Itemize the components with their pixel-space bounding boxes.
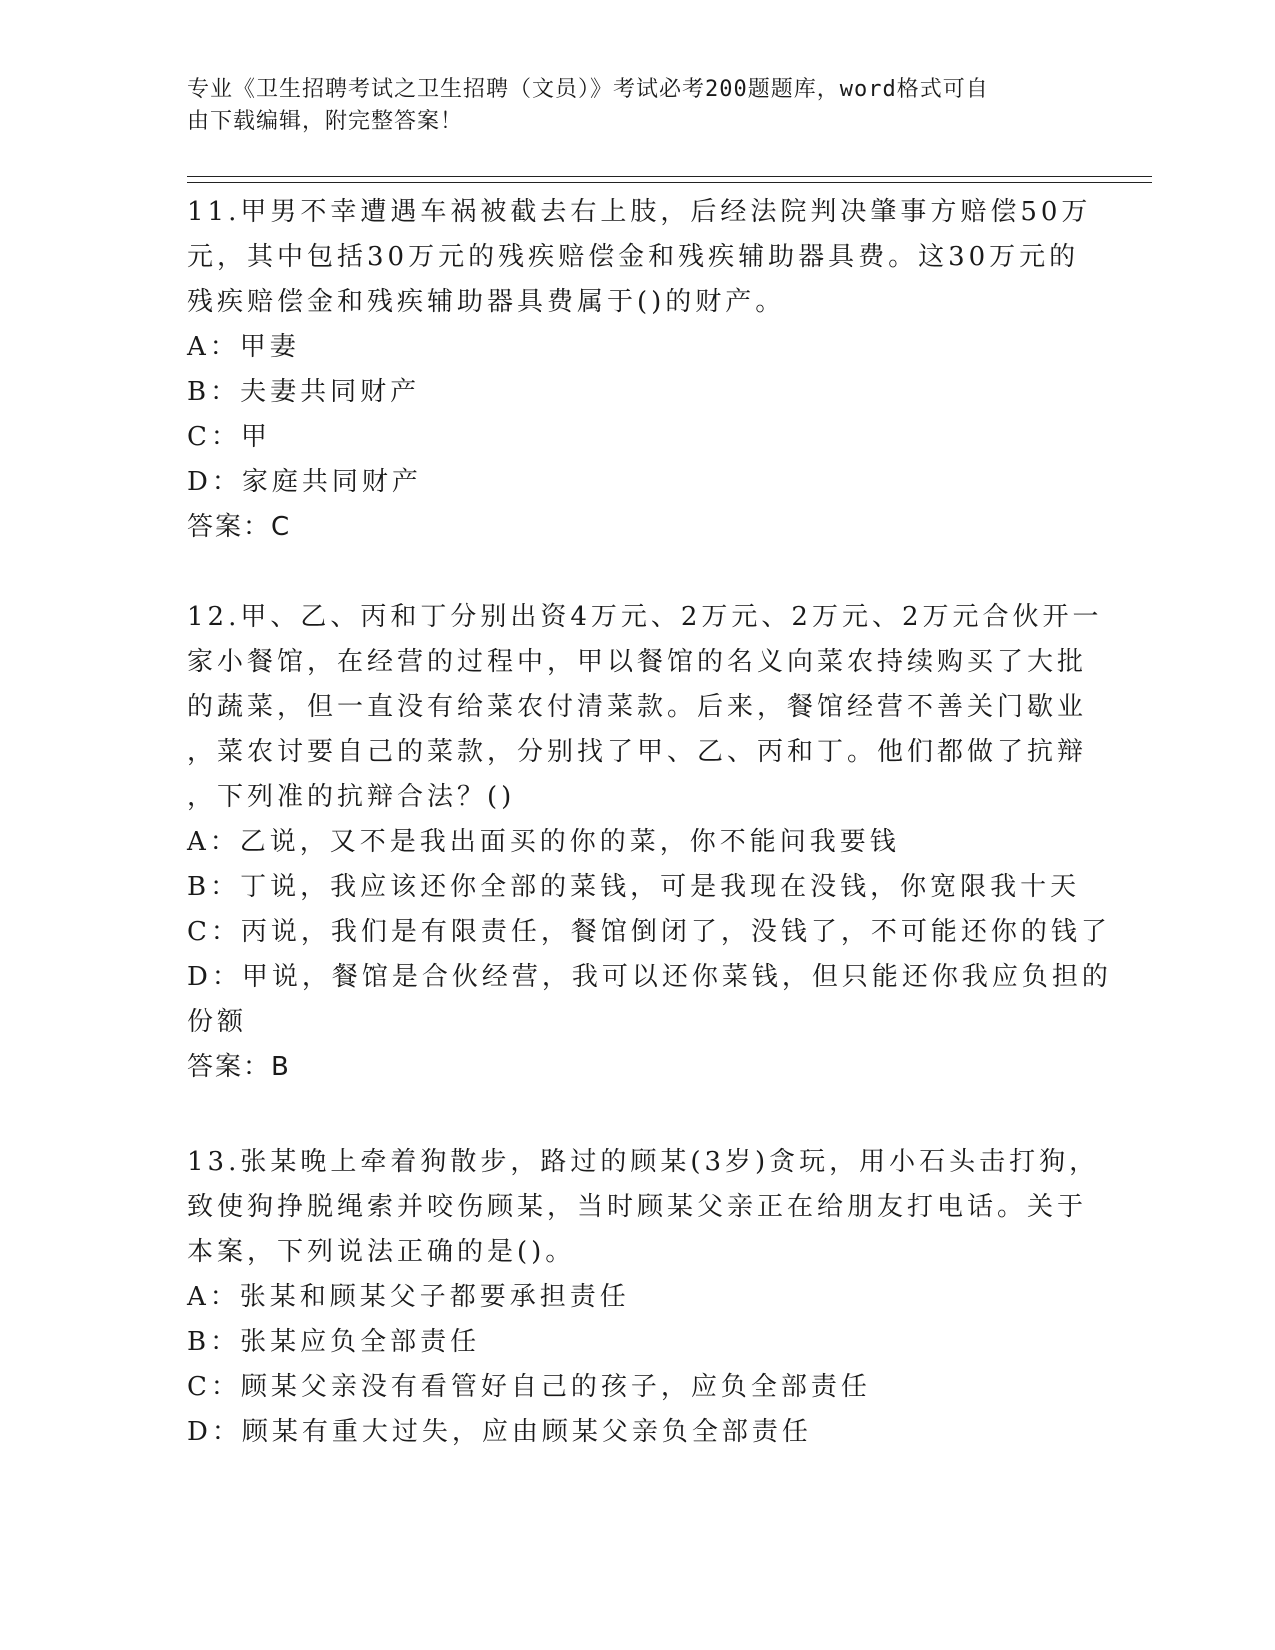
question-text: 残疾赔偿金和残疾辅助器具费属于()的财产。 xyxy=(187,287,786,317)
option-c: C：甲 xyxy=(187,422,271,452)
option-d-continued: 份额 xyxy=(187,1007,248,1037)
question-text: 的蔬菜，但一直没有给菜农付清菜款。后来，餐馆经营不善关门歇业 xyxy=(187,692,1088,722)
question-text: 家小餐馆，在经营的过程中，甲以餐馆的名义向菜农持续购买了大批 xyxy=(187,647,1088,677)
option-d: D：顾某有重大过失，应由顾某父亲负全部责任 xyxy=(187,1417,812,1447)
question-text: 13.张某晚上牵着狗散步，路过的顾某(3岁)贪玩，用小石头击打狗， xyxy=(187,1147,1100,1177)
question-text: 致使狗挣脱绳索并咬伤顾某，当时顾某父亲正在给朋友打电话。关于 xyxy=(187,1192,1088,1222)
document-header xyxy=(187,74,1087,138)
header-line: 由下载编辑，附完整答案！ xyxy=(187,109,464,134)
header-line: 专业《卫生招聘考试之卫生招聘（文员）》考试必考200题题库，word格式可自 xyxy=(187,77,989,102)
question-11 xyxy=(187,190,1092,550)
option-d: D：甲说，餐馆是合伙经营，我可以还你菜钱，但只能还你我应负担的 xyxy=(187,962,1112,992)
option-c: C：丙说，我们是有限责任，餐馆倒闭了，没钱了，不可能还你的钱了 xyxy=(187,917,1111,947)
option-a: A：乙说，又不是我出面买的你的菜，你不能问我要钱 xyxy=(187,827,900,857)
question-text: 11.甲男不幸遭遇车祸被截去右上肢，后经法院判决肇事方赔偿50万 xyxy=(187,197,1092,227)
option-c: C：顾某父亲没有看管好自己的孩子，应负全部责任 xyxy=(187,1372,871,1402)
option-a: A：张某和顾某父子都要承担责任 xyxy=(187,1282,630,1312)
question-text: 12.甲、乙、丙和丁分别出资4万元、2万元、2万元、2万元合伙开一 xyxy=(187,602,1103,632)
question-12 xyxy=(187,595,1112,1090)
answer-line: 答案：B xyxy=(187,1052,291,1082)
header-divider-bottom xyxy=(187,182,1152,183)
question-text: ，菜农讨要自己的菜款，分别找了甲、乙、丙和丁。他们都做了抗辩 xyxy=(187,737,1088,767)
question-text: ，下列准的抗辩合法？() xyxy=(187,782,516,812)
option-b: B：夫妻共同财产 xyxy=(187,377,421,407)
option-b: B：张某应负全部责任 xyxy=(187,1327,481,1357)
option-d: D：家庭共同财产 xyxy=(187,467,422,497)
header-divider-top xyxy=(187,176,1152,177)
option-a: A：甲妻 xyxy=(187,332,300,362)
answer-line: 答案：C xyxy=(187,512,292,542)
question-text: 元，其中包括30万元的残疾赔偿金和残疾辅助器具费。这30万元的 xyxy=(187,242,1080,272)
question-text: 本案，下列说法正确的是()。 xyxy=(187,1237,576,1267)
question-13 xyxy=(187,1140,1100,1455)
option-b: B：丁说，我应该还你全部的菜钱，可是我现在没钱，你宽限我十天 xyxy=(187,872,1081,902)
